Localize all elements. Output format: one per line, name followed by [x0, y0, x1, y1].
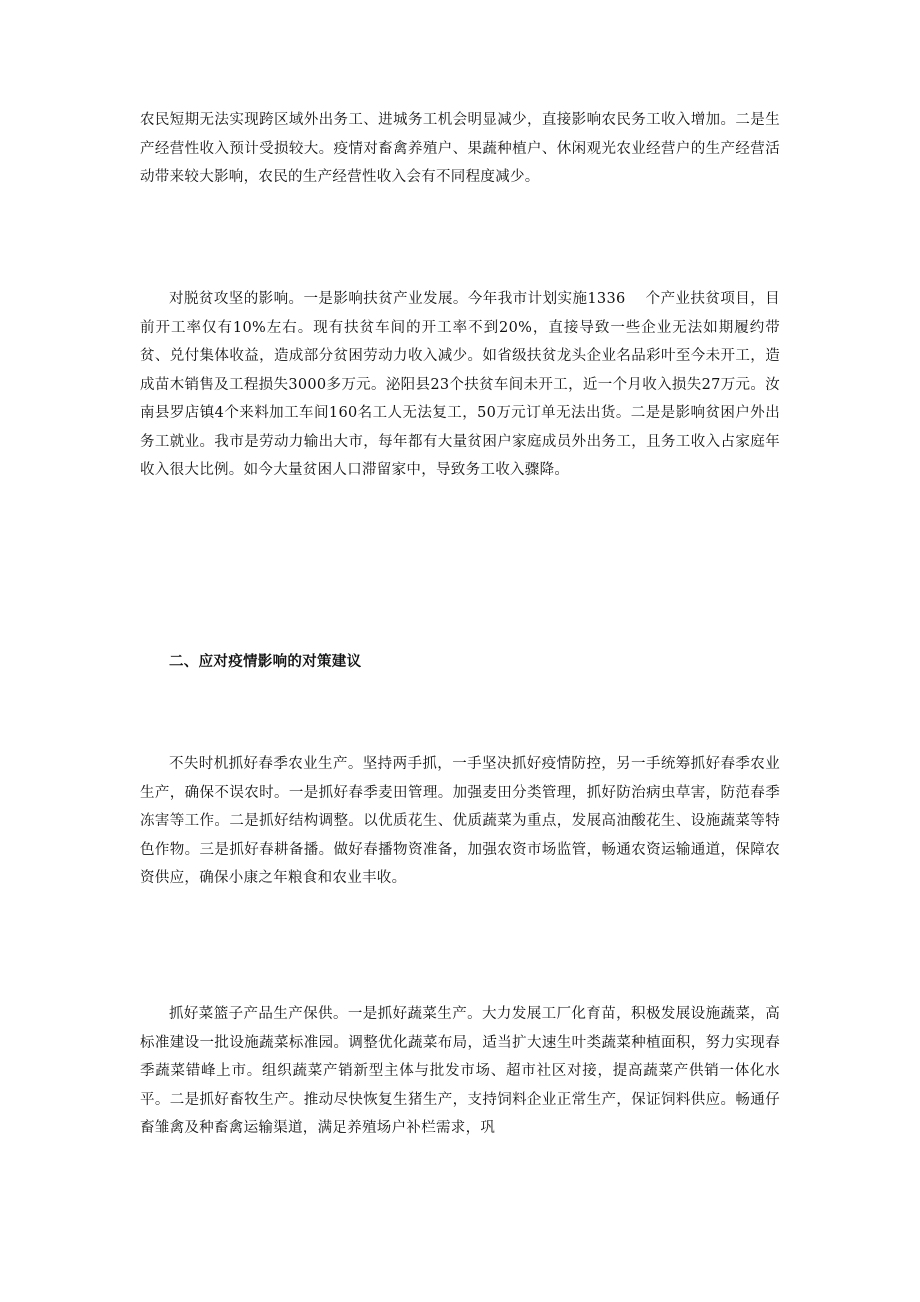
paragraph-vegetable-supply: 抓好菜篮子产品生产保供。一是抓好蔬菜生产。大力发展工厂化育苗，积极发展设施蔬菜，高标准建设一批设施蔬菜标准园。调整优化蔬菜布局，适当扩大速生叶类蔬菜种植面积，努力实现春季蔬菜错峰上市。组织蔬菜产销新型主体与批发市场、超市社区对接，提高蔬菜产供销一体化水平。二是抓好畜牧生产。推动尽快恢复生猪生产，支持饲料企业正常生产，保证饲料供应。畅通仔畜雏禽及种畜禽运输渠道，满足养殖场户补栏需求，巩 [140, 1006, 780, 1136]
paragraph-spring-agriculture: 不失时机抓好春季农业生产。坚持两手抓，一手坚决抓好疫情防控，另一手统筹抓好春季农业生产，确保不误农时。一是抓好春季麦田管理。加强麦田分类管理，抓好防治病虫草害，防范春季冻害等工作。二是抓好结构调整。以优质花生、优质蔬菜为重点，发展高油酸花生、设施蔬菜等特色作物。三是抓好春耕备播。做好春播物资准备，加强农资市场监管，畅通农资运输通道，保障农资供应，确保小康之年粮食和农业丰收。 [140, 756, 780, 886]
paragraph-poverty-impact: 对脱贫攻坚的影响。一是影响扶贫产业发展。今年我市计划实施1336 个产业扶贫项目，目前开工率仅有10%左右。现有扶贫车间的开工率不到20%，直接导致一些企业无法如期履约带贫、兑付集体收益，造成部分贫困劳动力收入减少。如省级扶贫龙头企业名品彩叶至今未开工，造成苗木销售及工程损失3000多万元。泌阳县23个扶贫车间未开工，近一个月收入损失27万元。汝南县罗店镇4个来料加工车间160名工人无法复工，50万元订单无法出货。二是是影响贫困户外出务工就业。我市是劳动力输出大市，每年都有大量贫困户家庭成员外出务工，且务工收入占家庭年收入很大比例。如今大量贫困人口滞留家中，导致务工收入骤降。 [140, 291, 780, 478]
section-heading-countermeasures: 二、应对疫情影响的对策建议 [169, 653, 362, 670]
paragraph-rural-income: 农民短期无法实现跨区域外出务工、进城务工机会明显减少，直接影响农民务工收入增加。二是生产经营性收入预计受损较大。疫情对畜禽养殖户、果蔬种植户、休闲观光农业经营户的生产经营活动带来较大影响，农民的生产经营性收入会有不同程度减少。 [140, 112, 780, 185]
